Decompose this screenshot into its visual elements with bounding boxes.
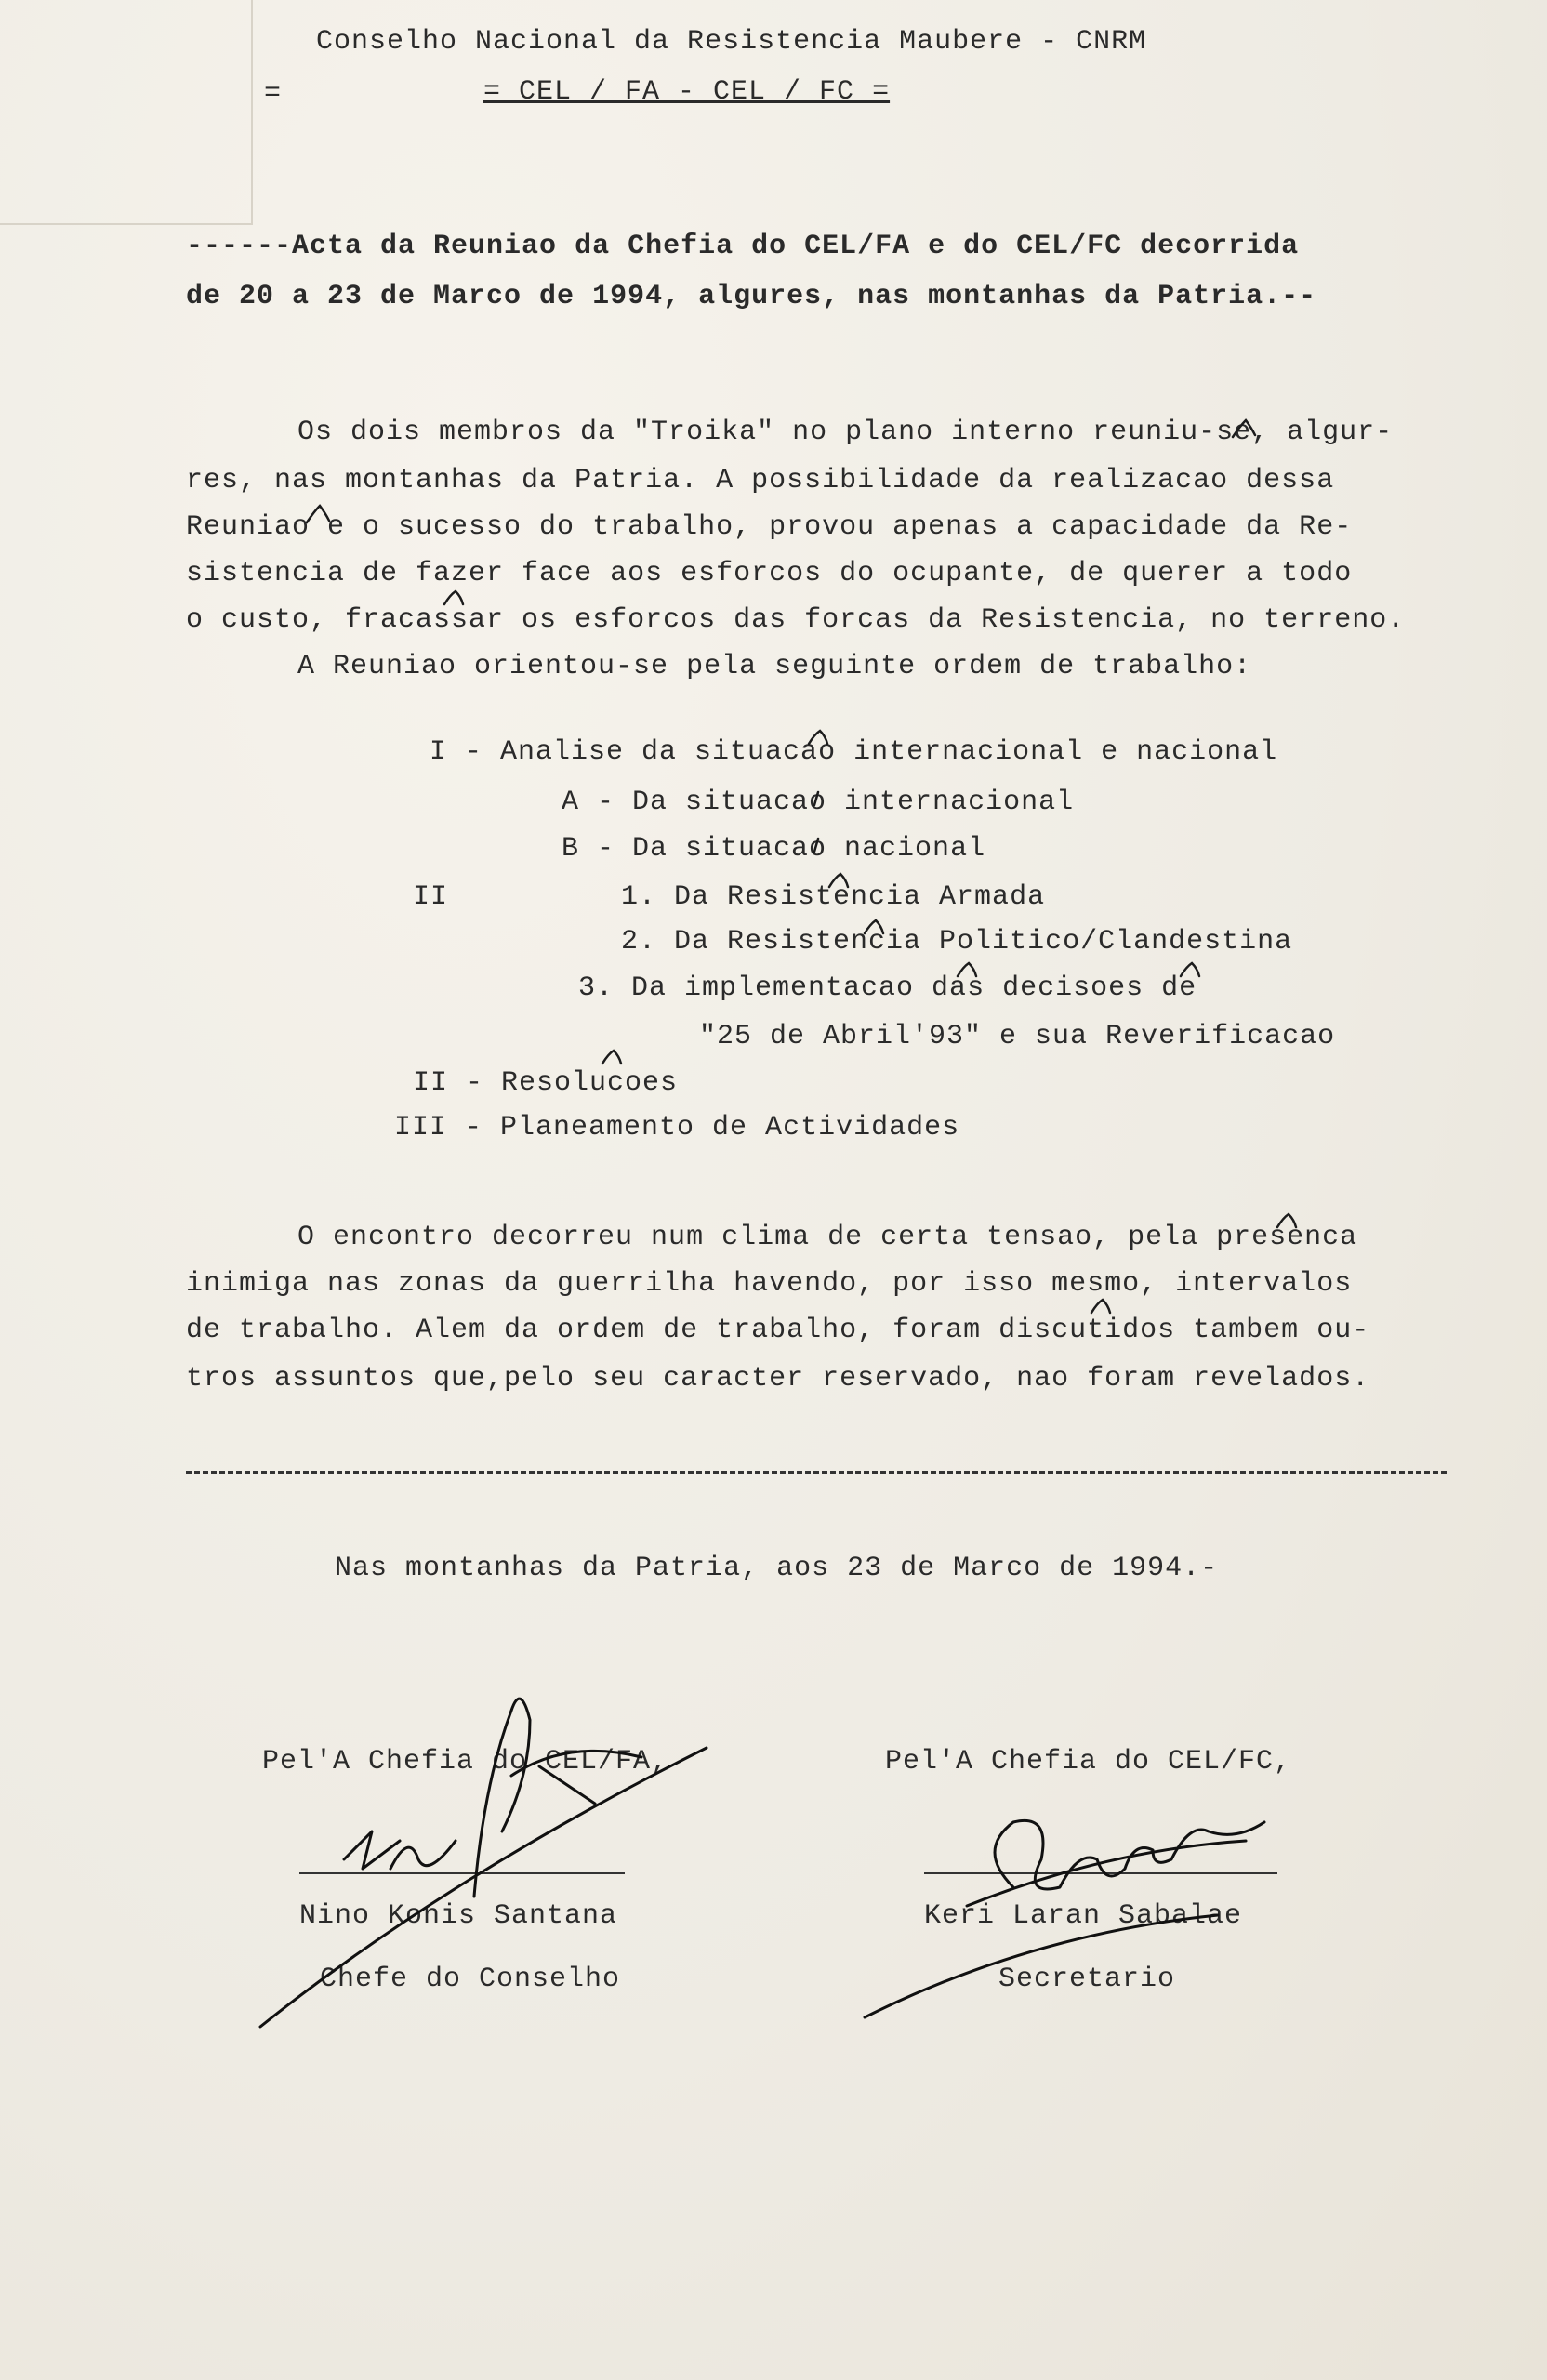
left-signer-role: Chefe do Conselho: [320, 1964, 621, 1995]
units-header: = CEL / FA - CEL / FC =: [483, 76, 891, 108]
agenda-item-2-1: 1. Da Resistencia Armada: [621, 881, 1046, 913]
agenda-item-2-3: 3. Da implementacao das decisoes de: [578, 972, 1197, 1004]
left-signature-line: [299, 1872, 625, 1874]
agenda-item-1b: B - Da situacao nacional: [562, 833, 986, 865]
paragraph1-line-6: A Reuniao orientou-se pela seguinte ordem de trabalho:: [298, 651, 1252, 682]
agenda-item-2-2: 2. Da Resistencia Politico/Clandestina: [621, 926, 1293, 958]
right-signer-name: Keri Laran Sabalae: [924, 1900, 1243, 1932]
agenda-item-4: III - Planeamento de Actividades: [394, 1112, 960, 1144]
agenda-item-3: II - Resolucoes: [413, 1067, 679, 1099]
organization-header: Conselho Nacional da Resistencia Maubere - CNRM: [316, 26, 1147, 58]
intro-line-1: ------Acta da Reuniao da Chefia do CEL/FA e do CEL/FC decorrida: [186, 231, 1300, 262]
agenda-item-1: I - Analise da situacao internacional e nacional: [430, 736, 1278, 768]
dashed-divider: [186, 1471, 1447, 1474]
paragraph1-line-5: o custo, fracassar os esforcos das forcas da Resistencia, no terreno.: [186, 604, 1406, 636]
agenda-item-2-label: II: [413, 881, 449, 913]
left-on-behalf: Pel'A Chefia do CEL/FA,: [262, 1746, 669, 1778]
paragraph1-line-3: Reuniao e o sucesso do trabalho, provou apenas a capacidade da Re-: [186, 511, 1353, 543]
left-mark: =: [264, 78, 283, 110]
paragraph1-line-1: Os dois membros da "Troika" no plano interno reuniu-se, algur-: [298, 416, 1394, 448]
place-date: Nas montanhas da Patria, aos 23 de Marco de 1994.-: [335, 1553, 1219, 1584]
intro-line-2: de 20 a 23 de Marco de 1994, algures, nas montanhas da Patria.--: [186, 281, 1317, 312]
left-handwritten-signature: [232, 1664, 753, 2055]
agenda-item-1a: A - Da situacao internacional: [562, 787, 1075, 818]
paragraph2-line-4: tros assuntos que,pelo seu caracter reservado, nao foram revelados.: [186, 1363, 1370, 1395]
right-on-behalf: Pel'A Chefia do CEL/FC,: [885, 1746, 1292, 1778]
paragraph1-line-4: sistencia de fazer face aos esforcos do ocupante, de querer a todo: [186, 558, 1353, 589]
left-signer-name: Nino Konis Santana: [299, 1900, 618, 1932]
agenda-item-2-3b: "25 de Abril'93" e sua Reverificacao: [699, 1021, 1336, 1052]
paragraph1-line-2: res, nas montanhas da Patria. A possibilidade da realizacao dessa: [186, 465, 1335, 496]
right-signer-role: Secretario: [998, 1964, 1176, 1995]
paragraph2-line-3: de trabalho. Alem da ordem de trabalho, foram discutidos tambem ou-: [186, 1315, 1370, 1346]
right-signature-line: [924, 1872, 1277, 1874]
paragraph2-line-2: inimiga nas zonas da guerrilha havendo, por isso mesmo, intervalos: [186, 1268, 1353, 1300]
paragraph2-line-1: O encontro decorreu num clima de certa tensao, pela presenca: [298, 1222, 1358, 1253]
paper-fold-mark: [0, 0, 253, 225]
